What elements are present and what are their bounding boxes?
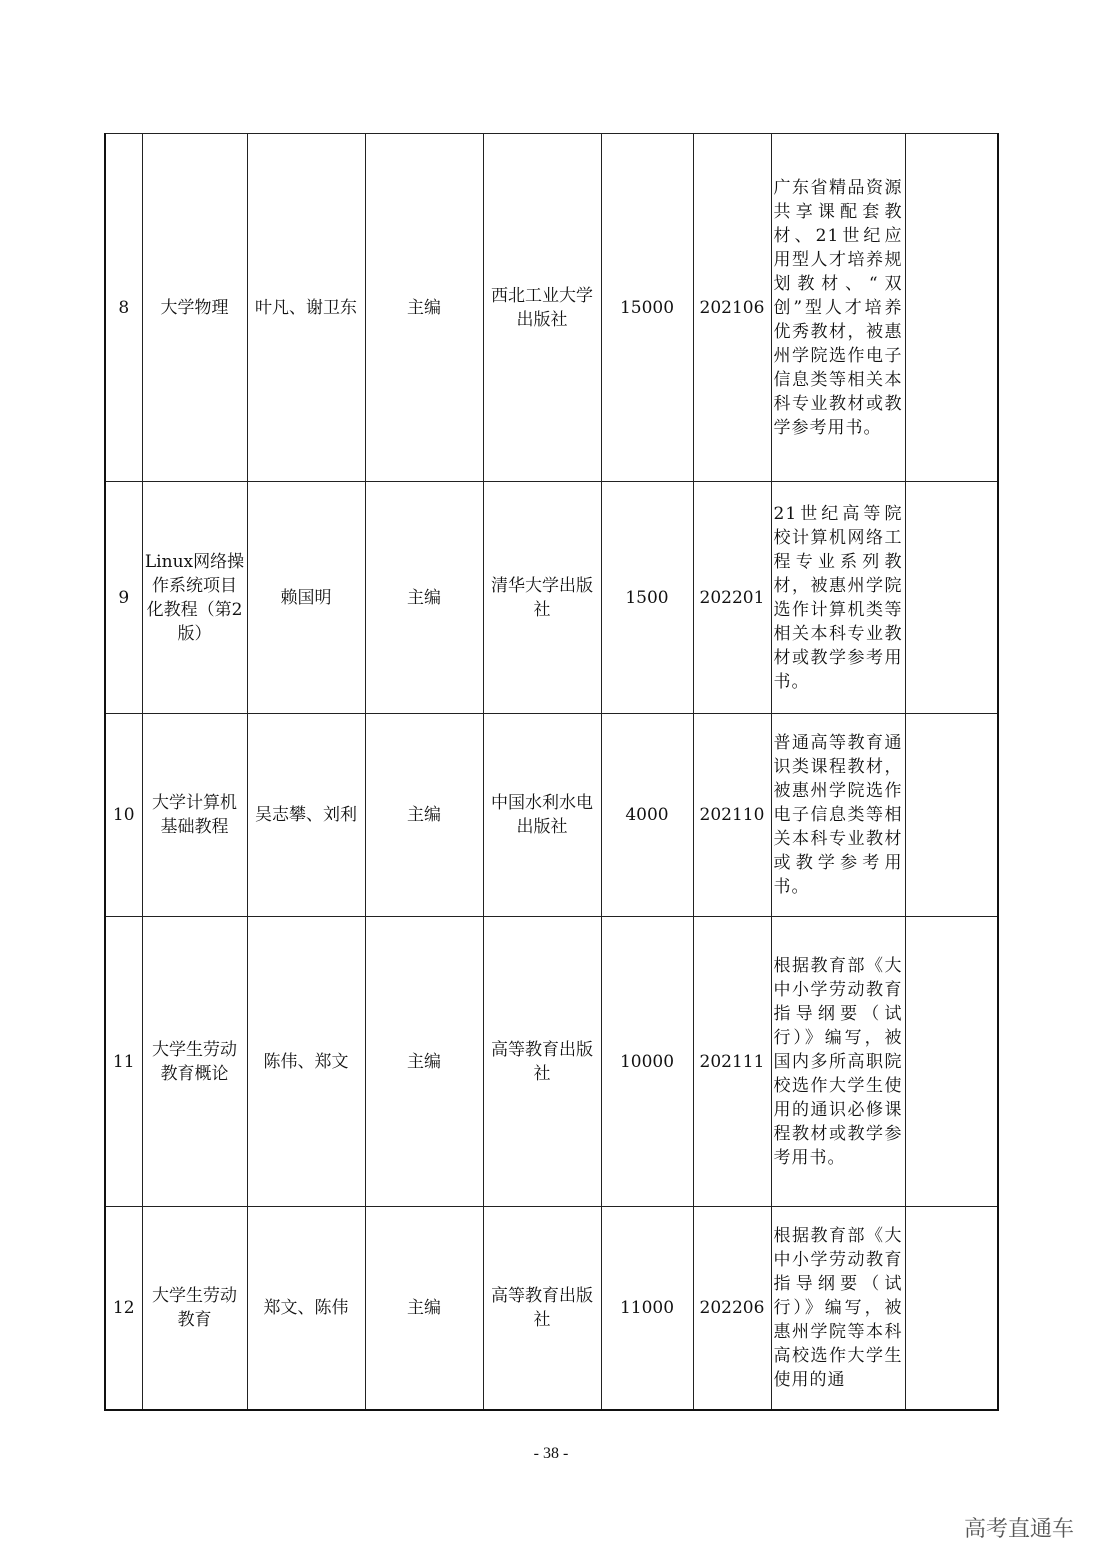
page-number: - 38 -: [533, 1445, 569, 1462]
book-title: 大学计算机基础教程: [142, 714, 247, 917]
book-title: Linux网络操作系统项目化教程（第2版）: [142, 482, 247, 714]
empty-cell: [905, 134, 998, 482]
book-note-text: 普通高等教育通识类课程教材，被惠州学院选作电子信息类等相关本科专业教材或教学参考用书。: [773, 733, 903, 897]
book-authors: 陈伟、郑文: [247, 917, 365, 1207]
book-authors: 赖国明: [247, 482, 365, 714]
publish-date: 202106: [693, 134, 771, 482]
publish-date: 202201: [693, 482, 771, 714]
book-note-text: 根据教育部《大中小学劳动教育指导纲要（试行）》编写，被惠州学院等本科高校选作大学生使用的通: [773, 1225, 903, 1390]
empty-cell: [905, 714, 998, 917]
book-publisher: 高等教育出版社: [483, 1207, 601, 1410]
textbook-table: [104, 133, 999, 1411]
row-number: 9: [105, 482, 142, 714]
book-note-text: 根据教育部《大中小学劳动教育指导纲要（试行）》编写，被国内多所高职院校选作大学生使用的通识必修课程教材或教学参考用书。: [773, 955, 903, 1168]
author-role: 主编: [365, 1207, 483, 1410]
book-note-text: 21世纪高等院校计算机网络工程专业系列教材，被惠州学院选作计算机类等相关本科专业教材或教学参考用书。: [773, 503, 903, 692]
book-title: 大学生劳动教育: [142, 1207, 247, 1410]
book-note: [771, 482, 905, 714]
empty-cell: [905, 482, 998, 714]
print-copies: 1500: [601, 482, 693, 714]
table-row: [105, 917, 998, 1207]
row-number: 12: [105, 1207, 142, 1410]
book-title: 大学生劳动教育概论: [142, 917, 247, 1207]
book-note: [771, 917, 905, 1207]
book-note: [771, 134, 905, 482]
book-authors: 叶凡、谢卫东: [247, 134, 365, 482]
book-authors: 郑文、陈伟: [247, 1207, 365, 1410]
print-copies: 10000: [601, 917, 693, 1207]
print-copies: 4000: [601, 714, 693, 917]
book-publisher: 高等教育出版社: [483, 917, 601, 1207]
watermark: 高考直通车: [963, 1517, 1074, 1542]
row-number: 10: [105, 714, 142, 917]
book-note: [771, 1207, 905, 1410]
row-number: 11: [105, 917, 142, 1207]
print-copies: 11000: [601, 1207, 693, 1410]
empty-cell: [905, 917, 998, 1207]
book-note-text: 广东省精品资源共享课配套教材、21世纪应用型人才培养规划教材、“双创”型人才培养优秀教材，被惠州学院选作电子信息类等相关本科专业教材或教学参考用书。: [773, 177, 903, 438]
publish-date: 202206: [693, 1207, 771, 1410]
table-row: [105, 134, 998, 482]
table-row: [105, 482, 998, 714]
author-role: 主编: [365, 482, 483, 714]
publish-date: 202111: [693, 917, 771, 1207]
author-role: 主编: [365, 714, 483, 917]
book-publisher: 西北工业大学出版社: [483, 134, 601, 482]
book-publisher: 中国水利水电出版社: [483, 714, 601, 917]
book-authors: 吴志攀、刘利: [247, 714, 365, 917]
author-role: 主编: [365, 917, 483, 1207]
row-number: 8: [105, 134, 142, 482]
print-copies: 15000: [601, 134, 693, 482]
author-role: 主编: [365, 134, 483, 482]
table-row: [105, 714, 998, 917]
book-publisher: 清华大学出版社: [483, 482, 601, 714]
book-note: [771, 714, 905, 917]
empty-cell: [905, 1207, 998, 1410]
table-row: [105, 1207, 998, 1410]
book-title: 大学物理: [142, 134, 247, 482]
publish-date: 202110: [693, 714, 771, 917]
